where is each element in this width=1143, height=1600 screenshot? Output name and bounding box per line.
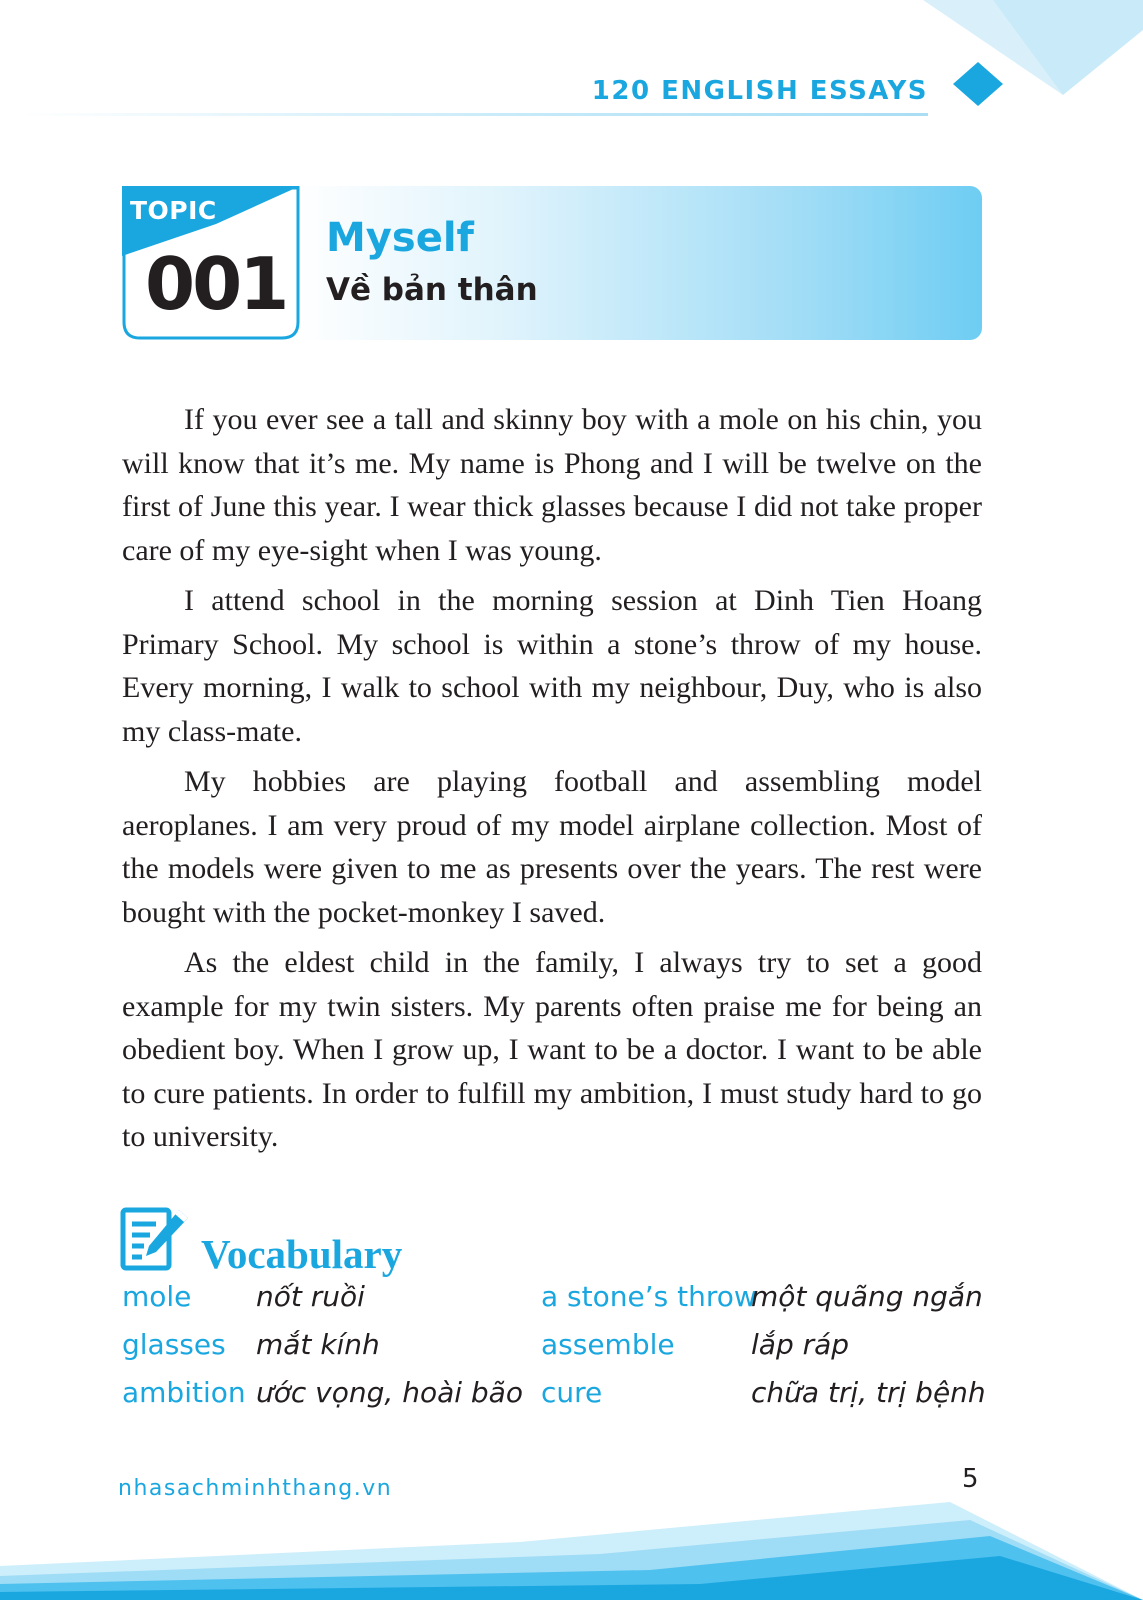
essay-body xyxy=(122,398,982,1166)
vocab-meaning: chữa trị, trị bệnh xyxy=(751,1376,986,1409)
vocab-term: mole xyxy=(122,1280,192,1313)
vocab-term: glasses xyxy=(122,1328,226,1361)
essay-paragraph: I attend school in the morning session at Dinh Tien Hoang Primary School. My school is within a stone’s throw of my house. Every morning, I walk to school with my neighbour, Duy, who is also my class-mate. xyxy=(122,584,982,748)
topic-title: Myself xyxy=(326,215,474,261)
notepad-pencil-icon xyxy=(120,1206,192,1272)
vocab-term: assemble xyxy=(541,1328,675,1361)
vocab-meaning: mắt kính xyxy=(256,1328,380,1361)
vocabulary-heading: Vocabulary xyxy=(201,1231,403,1277)
vocab-meaning: nốt ruồi xyxy=(256,1280,365,1313)
essay-paragraph: As the eldest child in the family, I always try to set a good example for my twin sisters. My parents often praise me for being an obedient boy. When I grow up, I want to be a doctor. I want to be able to cure patients. In order to fulfill my ambition, I must study hard to go to university. xyxy=(122,946,982,1153)
vocabulary-row xyxy=(0,1376,1143,1424)
vocab-meaning: một quãng ngắn xyxy=(751,1280,983,1313)
vocab-term: a stone’s throw xyxy=(541,1280,757,1313)
vocab-meaning: ước vọng, hoài bão xyxy=(256,1376,523,1409)
corner-decoration xyxy=(913,0,1143,110)
topic-subtitle: Về bản thân xyxy=(326,272,538,308)
vocab-meaning: lắp ráp xyxy=(751,1328,850,1361)
vocabulary-row xyxy=(0,1280,1143,1328)
book-title: 120 ENGLISH ESSAYS xyxy=(591,76,928,106)
page-number: 5 xyxy=(962,1464,979,1494)
footer-wave-decoration xyxy=(0,1480,1143,1600)
vocabulary-row xyxy=(0,1328,1143,1376)
topic-label: TOPIC xyxy=(130,196,217,225)
header-divider xyxy=(20,113,928,116)
website-link[interactable]: nhasachminhthang.vn xyxy=(118,1476,393,1501)
essay-paragraph: My hobbies are playing football and assembling model aeroplanes. I am very proud of my model airplane collection. Most of the models were given to me as presents over the years. The rest were bought with the pocket-monkey I saved. xyxy=(122,765,982,929)
essay-paragraph: If you ever see a tall and skinny boy with a mole on his chin, you will know that it’s me. My name is Phong and I will be twelve on the first of June this year. I wear thick glasses because I did not take proper care of my eye-sight when I was young. xyxy=(122,403,982,567)
topic-number: 001 xyxy=(145,242,287,326)
vocab-term: cure xyxy=(541,1376,603,1409)
vocab-term: ambition xyxy=(122,1376,246,1409)
